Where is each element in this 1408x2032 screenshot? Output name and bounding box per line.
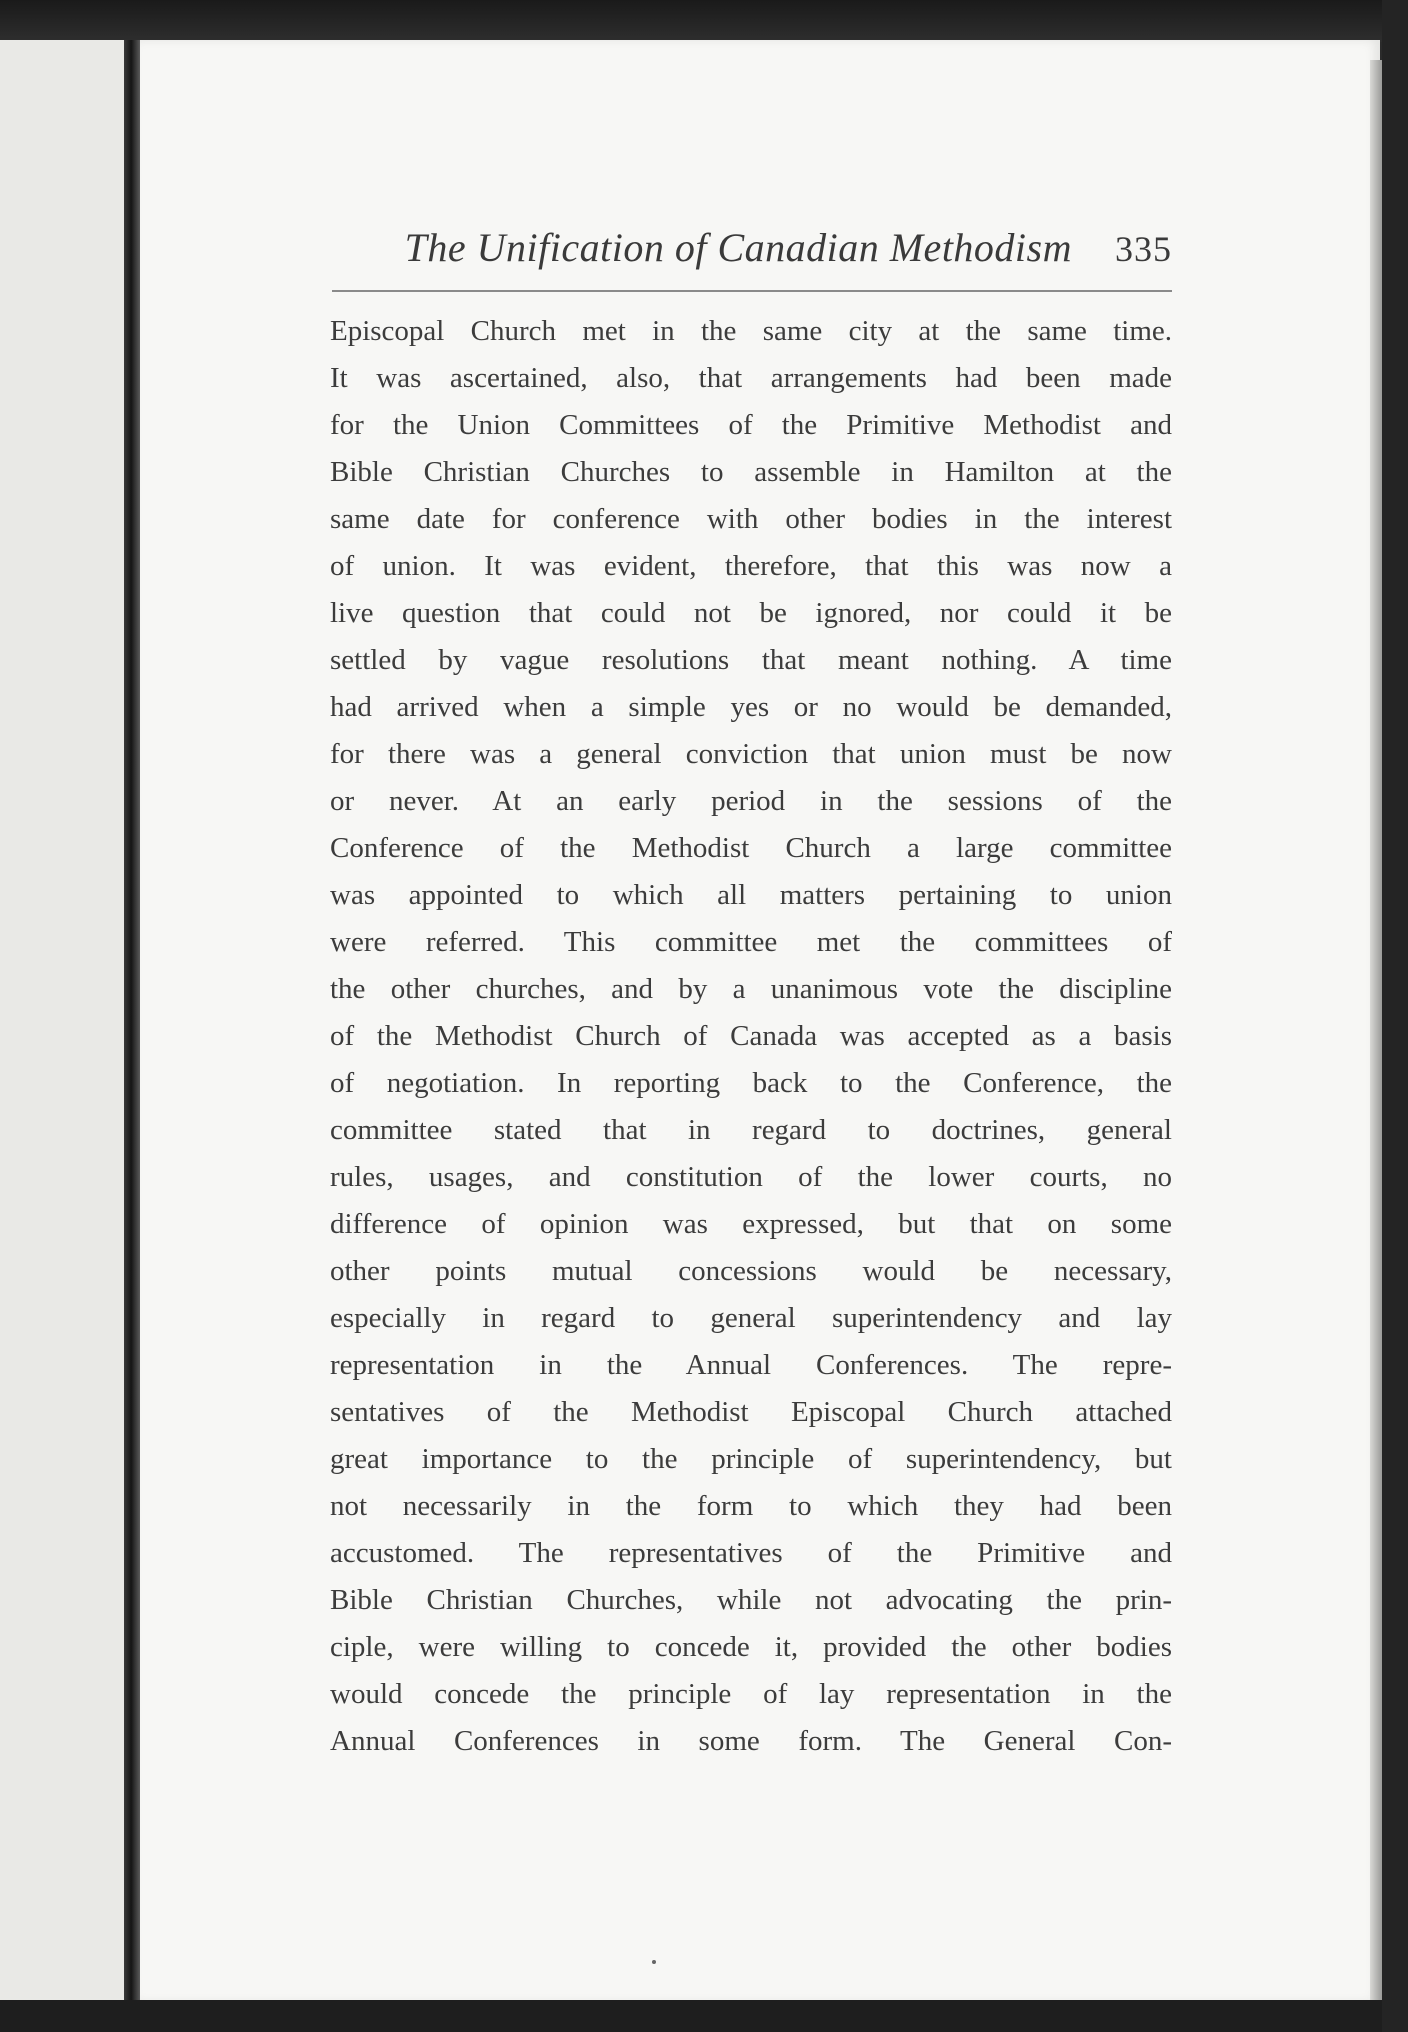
- text-line: settled by vague resolutions that meant nothing. A time: [330, 644, 1172, 676]
- text-line: Annual Conferences in some form. The General Con-: [330, 1725, 1172, 1757]
- text-line: rules, usages, and constitution of the lower courts, no: [330, 1161, 1172, 1193]
- text-line: representation in the Annual Conferences. The repre-: [330, 1349, 1172, 1381]
- text-line: committee stated that in regard to doctrines, general: [330, 1114, 1172, 1146]
- text-line: It was ascertained, also, that arrangements had been made: [330, 362, 1172, 394]
- scan-speck: [652, 1960, 656, 1964]
- text-line: Bible Christian Churches, while not advocating the prin-: [330, 1584, 1172, 1616]
- text-line: of the Methodist Church of Canada was accepted as a basis: [330, 1020, 1172, 1052]
- text-line: ciple, were willing to concede it, provided the other bodies: [330, 1631, 1172, 1663]
- header-rule: [332, 290, 1172, 292]
- text-line: other points mutual concessions would be necessary,: [330, 1255, 1172, 1287]
- text-line: especially in regard to general superintendency and lay: [330, 1302, 1172, 1334]
- text-line: accustomed. The representatives of the Primitive and: [330, 1537, 1172, 1569]
- text-line: live question that could not be ignored, nor could it be: [330, 597, 1172, 629]
- running-title: The Unification of Canadian Methodism: [404, 225, 1072, 270]
- text-line: for the Union Committees of the Primitive Methodist and: [330, 409, 1172, 441]
- text-line: same date for conference with other bodies in the interest: [330, 503, 1172, 535]
- text-line: had arrived when a simple yes or no would be demanded,: [330, 691, 1172, 723]
- text-line: or never. At an early period in the sessions of the: [330, 785, 1172, 817]
- text-line: of union. It was evident, therefore, that this was now a: [330, 550, 1172, 582]
- text-line: Episcopal Church met in the same city at the same time.: [330, 315, 1172, 347]
- text-line: sentatives of the Methodist Episcopal Church attached: [330, 1396, 1172, 1428]
- body-text: [330, 308, 1172, 1765]
- facing-page-edge: [0, 40, 128, 2002]
- text-line: Conference of the Methodist Church a large committee: [330, 832, 1172, 864]
- book-gutter: [124, 40, 140, 2002]
- text-line: would concede the principle of lay representation in the: [330, 1678, 1172, 1710]
- scan-border-top: [0, 0, 1408, 42]
- text-line: of negotiation. In reporting back to the Conference, the: [330, 1067, 1172, 1099]
- text-line: great importance to the principle of superintendency, but: [330, 1443, 1172, 1475]
- text-line: not necessarily in the form to which they had been: [330, 1490, 1172, 1522]
- scan-border-right: [1382, 0, 1408, 2032]
- page-number: 335: [1115, 229, 1172, 269]
- text-line: Bible Christian Churches to assemble in Hamilton at the: [330, 456, 1172, 488]
- text-line: difference of opinion was expressed, but that on some: [330, 1208, 1172, 1240]
- text-line: were referred. This committee met the committees of: [330, 926, 1172, 958]
- scan-border-bottom: [0, 2000, 1408, 2032]
- text-line: for there was a general conviction that union must be now: [330, 738, 1172, 770]
- page-fore-edge: [1370, 60, 1382, 2000]
- text-line: the other churches, and by a unanimous vote the discipline: [330, 973, 1172, 1005]
- running-head: [332, 224, 1172, 284]
- text-line: was appointed to which all matters pertaining to union: [330, 879, 1172, 911]
